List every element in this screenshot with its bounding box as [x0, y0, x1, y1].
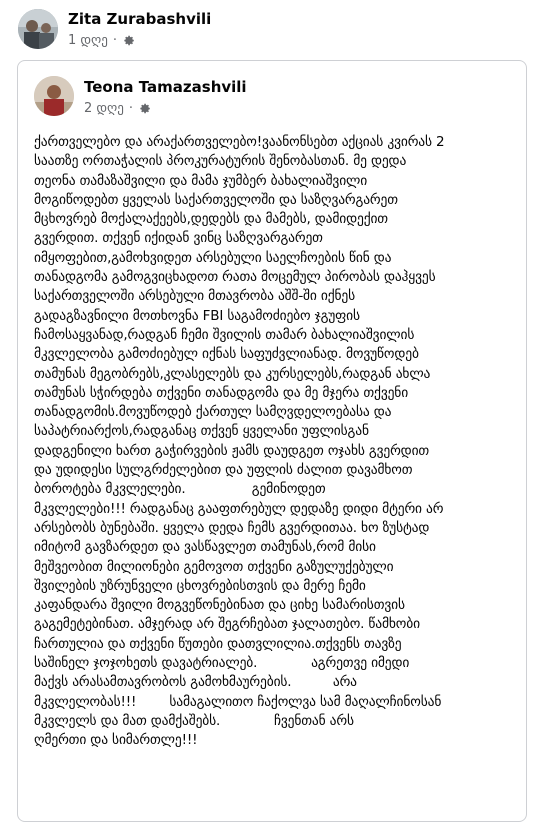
shared-meta-separator: ·: [128, 101, 133, 116]
post-text-line: მაქვს არასამთავრობოს გამოხმაურების. არა: [34, 674, 357, 691]
post-text-line: კაფანდარა შვილი მოგვეწონებინათ და ციხე სამარისთვის: [34, 597, 405, 614]
shared-author-name[interactable]: Teona Tamazashvili: [84, 78, 247, 96]
post-text-line: მკვლელობა გამოძიებულ იქნას საფუძვლიანად. მოვუწოდებ: [34, 346, 419, 363]
post-text-line: ბოროტება მკვლელები. გემინოდეთ: [34, 481, 326, 498]
post-text-line: გადაგზავნილი მოთხოვნა FBI საგამოძიებო ჯგუფის: [34, 307, 360, 324]
post-text-line: მკვლელობას!!! სამაგალითო ჩაქოლვა სამ მაღალჩინოსან: [34, 693, 442, 710]
post-text-line: საშინელ ჯოჯოხეთს დავატრიალებ. აგრეთვე იმედი: [34, 655, 410, 672]
post-text-line: იმყოფებით,გამოხვიდეთ არსებული საელჩოების წინ და: [34, 249, 392, 266]
post-text-line: მოგიწოდებთ ყველას საქართველოში და საზღვარგარეთ: [34, 191, 398, 208]
post-text-line: ჩართულია და თქვენი წუთები დათვლილია.თქვენს თავზე: [34, 635, 402, 652]
shared-post-card[interactable]: [17, 60, 527, 822]
post-text-line: საათზე ორთაჭალის პროკურატურის შენობასთან. მე დედა: [34, 153, 407, 170]
shared-post-meta: [84, 101, 151, 116]
post-text-line: თეონა თამაზაშვილი და მამა ჯუმბერ ბახალიაშვილი: [34, 172, 368, 189]
post-time[interactable]: 1 დღე: [68, 33, 108, 48]
post-text-line: დადგენილი ხართ გაჭირვების ჟამს დაუდგეთ ოჯახს გვერდით: [34, 442, 430, 459]
post-text-line: გვერდით. თქვენ იქიდან ვინც საზღვარგარეთ: [34, 230, 323, 247]
author-name[interactable]: Zita Zurabashvili: [68, 10, 212, 28]
audience-icon[interactable]: [138, 102, 151, 115]
author-avatar[interactable]: [18, 9, 58, 49]
post-text-line: შვილების უზრუნველი ცხოვრებისთვის და მერე ჩემი: [34, 577, 366, 594]
post-text-line: გაგემეტებინათ. ამჯერად არ შეგრჩებათ ჯალათებო. წამხობი: [34, 616, 420, 633]
post-text-line: ღმერთი და სიმართლე!!!: [34, 732, 198, 749]
shared-author-avatar[interactable]: [34, 76, 74, 116]
post-text-line: და უდიდესი სულგრძელებით და უფლის ძალით დავამხოთ: [34, 462, 413, 479]
post-text-line: თამუნას სჭირდება თქვენი თანადგომა და მე მჯერა თქვენი: [34, 384, 409, 401]
post-text-line: მკვლელს და მათ დამქაშებს. ჩვენთან არს: [34, 712, 354, 729]
post-text-line: საპატრიარქოს,რადგანაც თქვენ ყველანი უფლისგან: [34, 423, 369, 440]
post-text-line: მკვლელები!!! რადგანაც გააფთრებულ დედაზე დიდი მტერი არ: [34, 500, 444, 517]
audience-icon[interactable]: [122, 34, 135, 47]
post-header: [0, 0, 543, 60]
post-text-line: თანადგომის.მოვუწოდებ ქართულ სამღვდელოებასა და: [34, 404, 392, 421]
post-text-line: საქართველოში არსებული მთავრობა აშშ-ში იქნეს: [34, 288, 355, 305]
shared-post-time[interactable]: 2 დღე: [84, 101, 124, 116]
post-text-line: მცხოვრებ მოქალაქეებს,დედებს და მამებს, დამიდექით: [34, 211, 388, 228]
meta-separator: ·: [112, 33, 117, 48]
post-text-line: იმიტომ გავზარდეთ და ვასწავლეთ თამუნას,რომ მისი: [34, 539, 376, 556]
post-text-line: თამუნას მეგობრებს,კლასელებს და კურსელებს,რადგან ახლა: [34, 365, 431, 382]
post-text-line: მეშვეობით მილიონები გემოვოთ თქვენი გაზულუქებული: [34, 558, 394, 575]
post-text-line: თანადგომა გამოგვიცხადოთ რათა მოცემულ პირობას დაჰყვეს: [34, 269, 436, 286]
shared-post-text: [34, 133, 510, 751]
post-meta: [68, 33, 135, 48]
post-text-line: არსებობს ბუნებაში. ყველა დედა ჩემს გვერდითაა. ხო ზუსტად: [34, 519, 430, 536]
post-text-line: ჩამოსაყვანად,რადგან ჩემი შვილის თამარ ბახალიაშვილის: [34, 326, 415, 343]
post-text-line: ქართველებო და არაქართველებო!ვაანონსებთ აქციას კვირას 2: [34, 134, 445, 150]
